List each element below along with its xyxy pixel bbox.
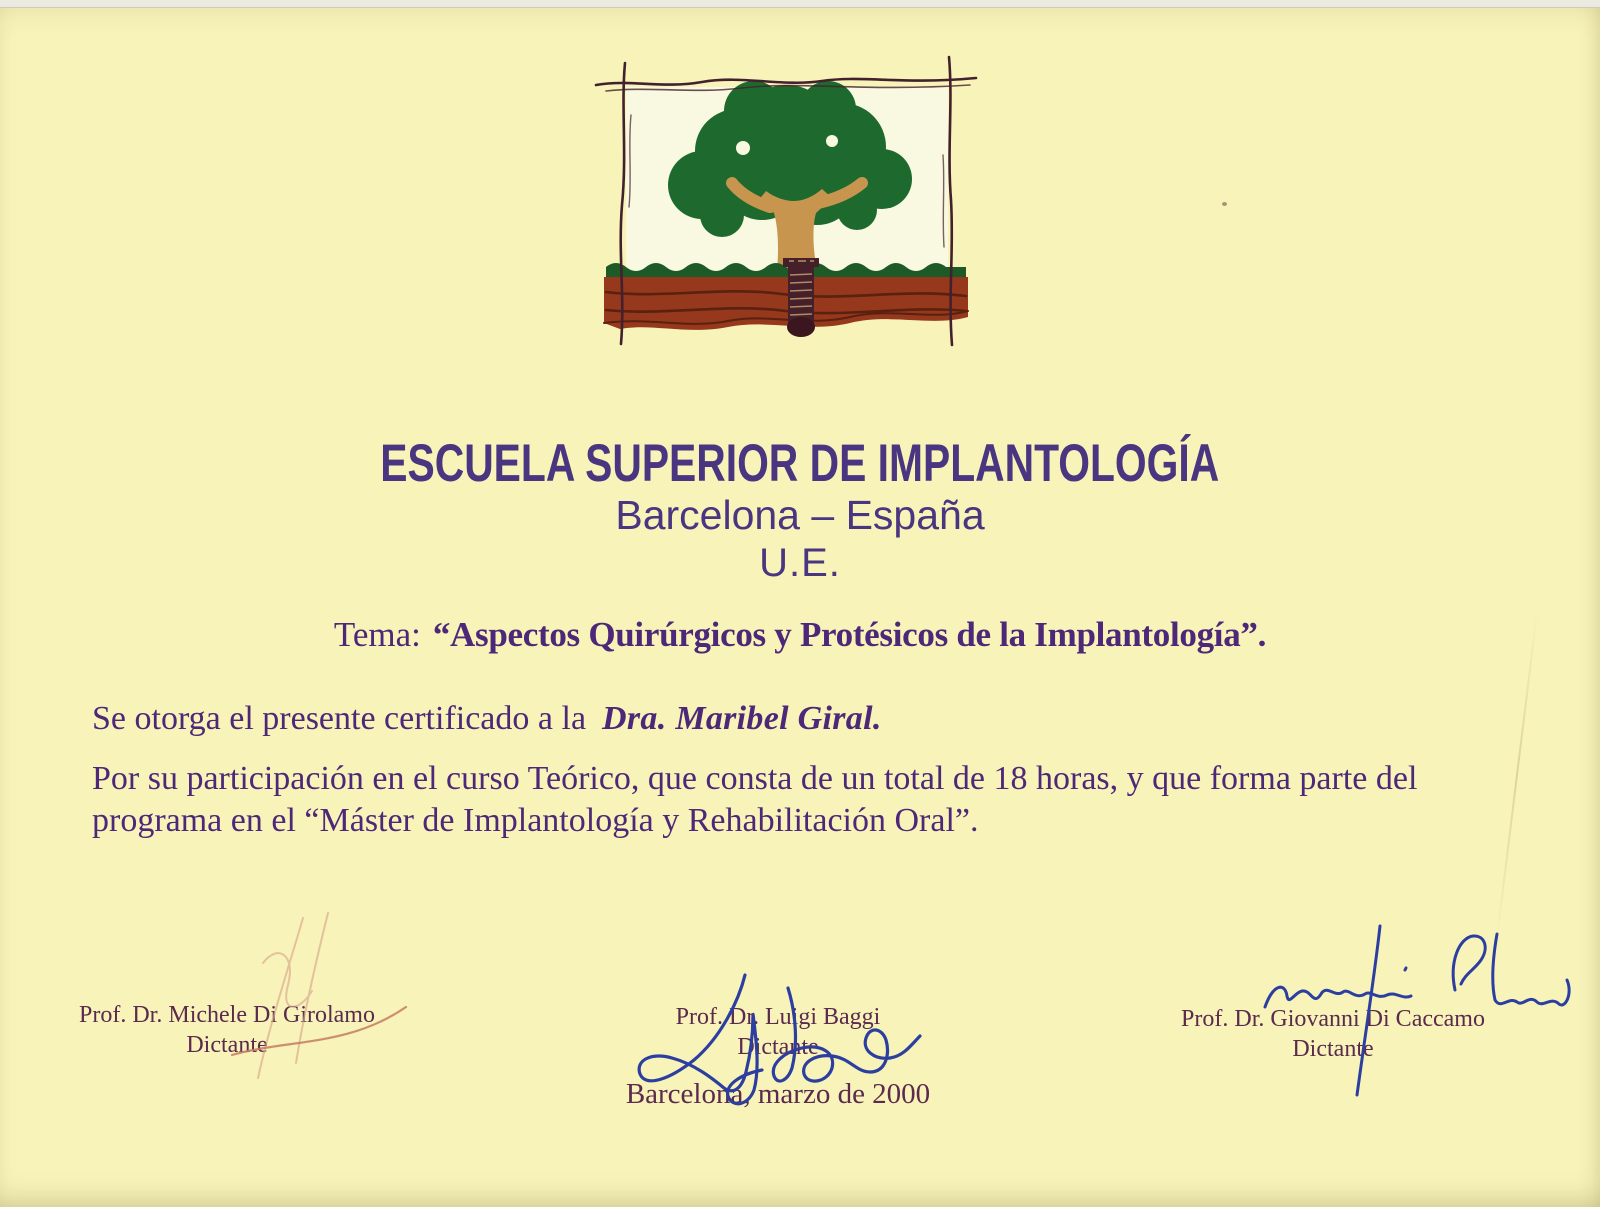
signatory-role: Dictante bbox=[186, 1032, 268, 1058]
union-label: U.E. bbox=[759, 541, 841, 585]
signatory-block-girolamo bbox=[62, 1000, 392, 1060]
school-name-title: ESCUELA SUPERIOR DE IMPLANTOLOGÍA bbox=[380, 434, 1220, 493]
topic-label: Tema: bbox=[333, 615, 421, 654]
grant-text: Se otorga el presente certificado a la bbox=[92, 700, 587, 737]
course-topic-line bbox=[0, 615, 1600, 655]
school-logo bbox=[592, 55, 980, 347]
grant-line bbox=[92, 700, 1532, 738]
signatory-role: Dictante bbox=[1292, 1036, 1374, 1062]
tree-implant-logo-icon bbox=[592, 55, 980, 347]
topic-title: “Aspectos Quirúrgicos y Protésicos de la Implantología”. bbox=[432, 615, 1267, 654]
foliage-notch bbox=[826, 135, 838, 147]
school-location: Barcelona – España bbox=[615, 492, 985, 538]
signatory-name: Prof. Dr. Giovanni Di Caccamo bbox=[1181, 1006, 1485, 1032]
signatory-block-baggi bbox=[598, 1002, 958, 1062]
signatory-role: Dictante bbox=[737, 1034, 819, 1060]
signatory-block-caccamo bbox=[1128, 1004, 1538, 1064]
recipient-name: Dra. Maribel Giral. bbox=[602, 700, 882, 737]
participation-paragraph: Por su participación en el curso Teórico, que consta de un total de 18 horas, y que forma parte del programa en el “Máster de Implantología y Rehabilitación Oral”. bbox=[92, 760, 1418, 839]
signatory-name: Prof. Dr. Luigi Baggi bbox=[675, 1004, 881, 1030]
signatory-name: Prof. Dr. Michele Di Girolamo bbox=[79, 1002, 375, 1028]
scan-speck bbox=[1222, 202, 1227, 206]
scan-edge-artifact bbox=[0, 0, 1600, 8]
implant-root bbox=[783, 258, 819, 337]
date-line: Barcelona, marzo de 2000 bbox=[625, 1078, 931, 1110]
foliage-notch bbox=[736, 141, 750, 155]
